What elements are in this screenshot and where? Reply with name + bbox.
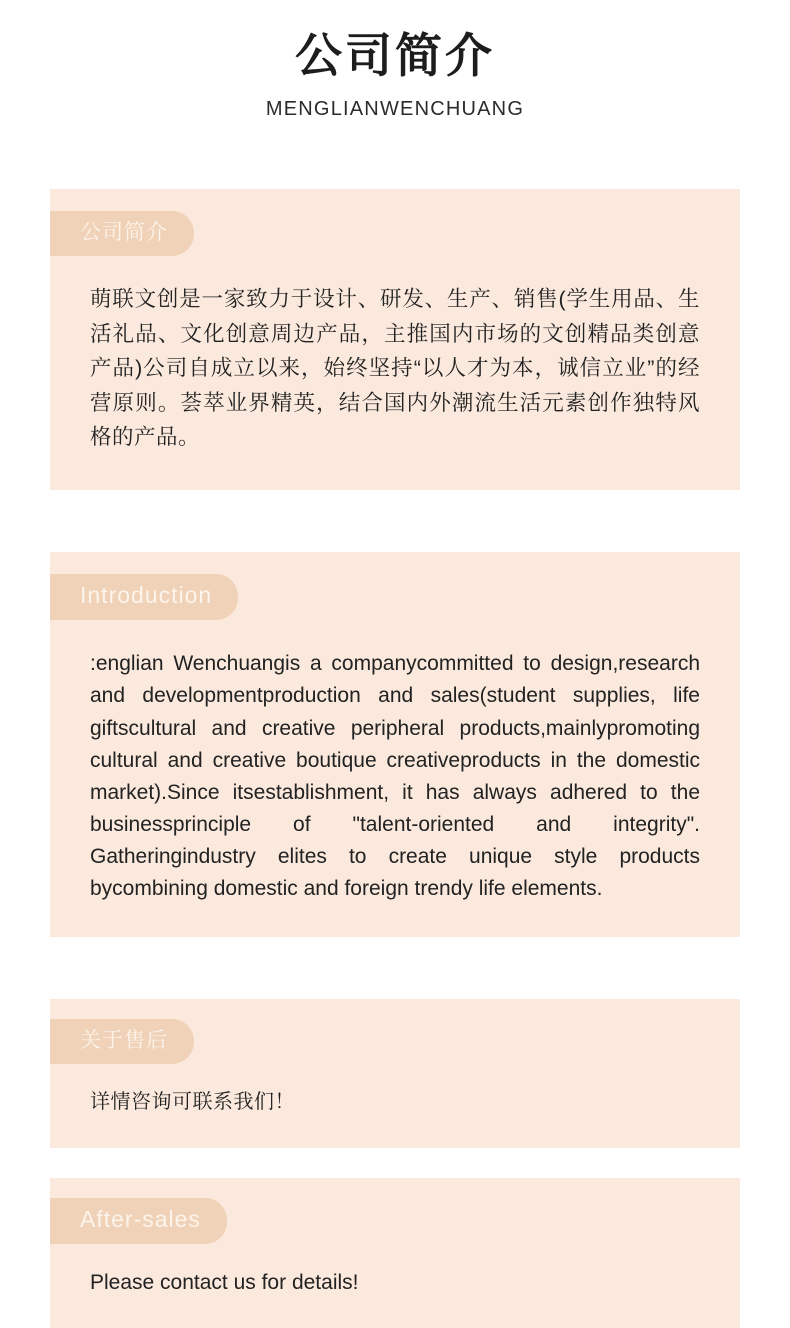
section-body-company-intro-en: :englian Wenchuangis a companycommitted to design,research and developmentproduction and sales(student supplies, life giftscultural and creative peripheral products,mainlypromoting cultural and creative boutique creativeproducts in the domestic market).Since itsestablishment, it has always adhered to the businessprinciple of "talent-oriented and integrity". Gatheringindustry elites to create unique style products bycombining domestic and foreign trendy life elements. (90, 652, 700, 901)
section-tag-after-sales-cn: 关于售后 (50, 1019, 194, 1064)
section-tag-company-intro-cn: 公司简介 (50, 211, 194, 256)
page-title: 公司简介 (295, 29, 495, 82)
section-tag-company-intro-en: Introduction (50, 574, 238, 620)
section-body-company-intro-cn: 萌联文创是一家致力于设计、研发、生产、销售(学生用品、生活礼品、文化创意周边产品，主推国内市场的文创精品类创意产品)公司自成立以来，始终坚持“以人才为本，诚信立业”的经营原则。荟萃业界精英，结合国内外潮流生活元素创作独特风格的产品。 (90, 287, 700, 449)
section-company-intro-en (50, 552, 740, 937)
section-body-after-sales-en: Please contact us for details! (90, 1271, 359, 1295)
section-body-after-sales-cn: 详情咨询可联系我们！ (90, 1091, 295, 1114)
section-tag-after-sales-en: After-sales (50, 1198, 227, 1244)
section-after-sales-cn (50, 999, 740, 1148)
page-subtitle: MENGLIANWENCHUANG (265, 98, 525, 121)
section-company-intro-cn (50, 189, 740, 490)
page-header (0, 0, 790, 121)
section-after-sales-en (50, 1178, 740, 1328)
